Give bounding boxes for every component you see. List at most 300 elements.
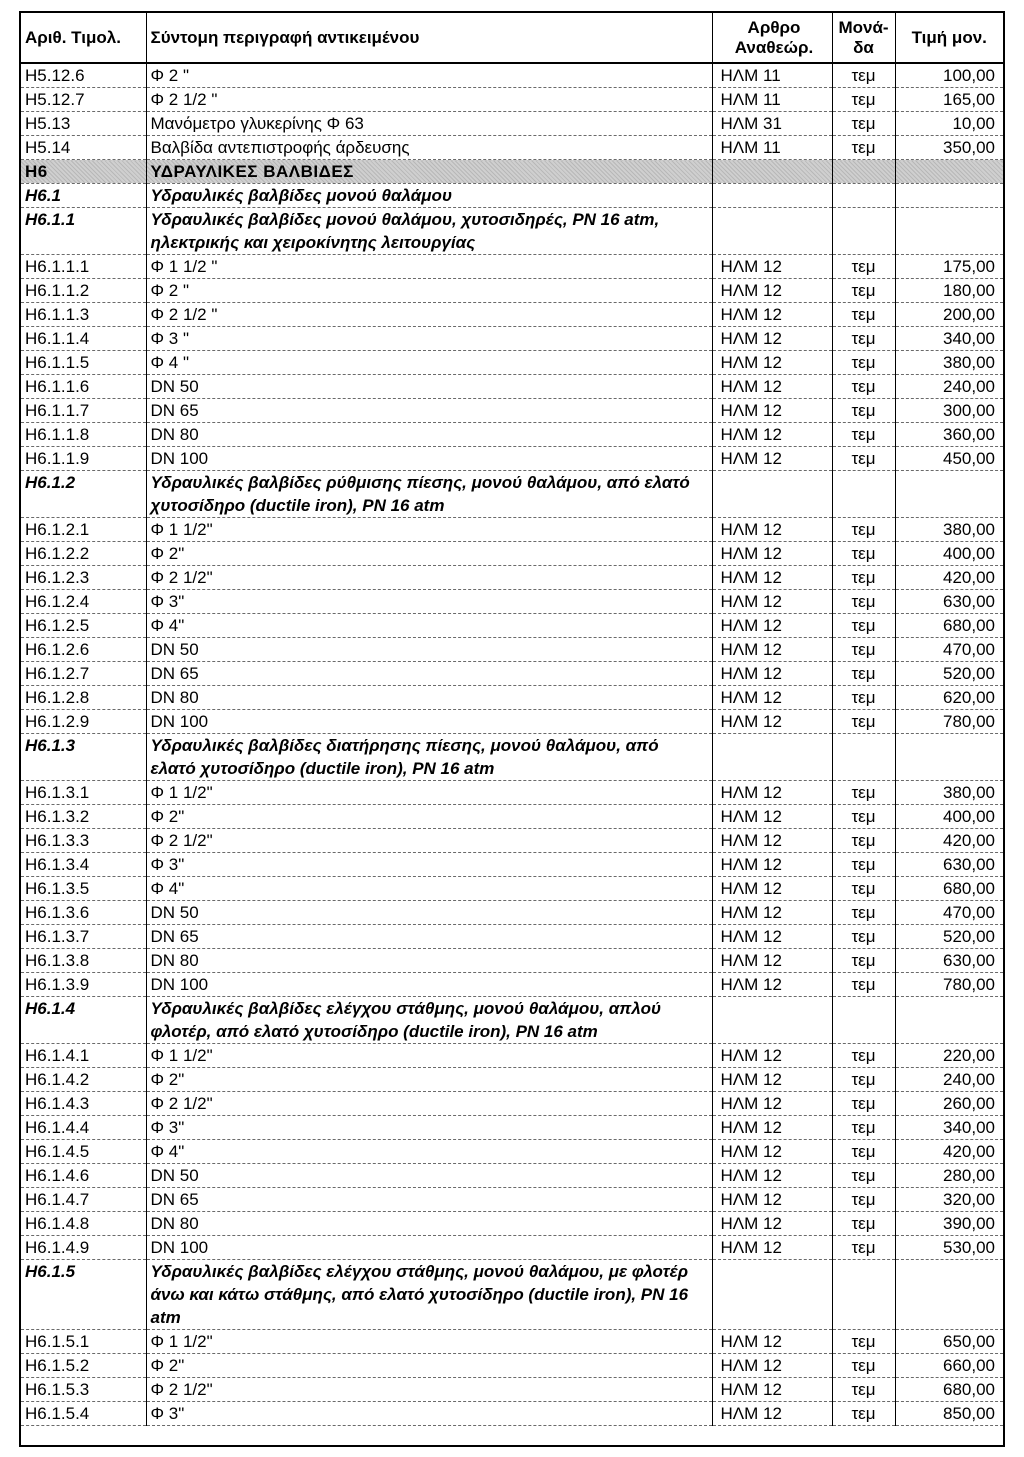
row-code: Η6.1.3: [21, 734, 146, 781]
row-description: DN 65: [146, 925, 712, 949]
row-revision-article: ΗΛΜ 11: [712, 88, 832, 112]
row-revision-article: ΗΛΜ 12: [712, 1402, 832, 1426]
row-description: Φ 4": [146, 614, 712, 638]
row-description: DN 100: [146, 1236, 712, 1260]
row-code: Η5.14: [21, 136, 146, 160]
row-unit: [832, 208, 895, 255]
row-unit: [832, 997, 895, 1044]
row-code: Η6.1.2: [21, 471, 146, 518]
table-row: [21, 662, 1003, 686]
row-code: Η6.1.1.7: [21, 399, 146, 423]
row-description: DN 50: [146, 1164, 712, 1188]
row-unit: [832, 471, 895, 518]
row-code: Η6.1.3.9: [21, 973, 146, 997]
table-row: [21, 112, 1003, 136]
row-unit-price: 380,00: [895, 518, 1003, 542]
row-description: DN 80: [146, 1212, 712, 1236]
row-revision-article: ΗΛΜ 12: [712, 1044, 832, 1068]
table-row: [21, 279, 1003, 303]
row-revision-article: ΗΛΜ 12: [712, 829, 832, 853]
table-row: [21, 949, 1003, 973]
table-row: [21, 973, 1003, 997]
table-row: [21, 925, 1003, 949]
row-code: Η6.1.4.6: [21, 1164, 146, 1188]
row-unit-price: 530,00: [895, 1236, 1003, 1260]
table-row: [21, 1378, 1003, 1402]
header-revision-article: Αρθρο Αναθεώρ.: [712, 13, 832, 63]
row-code: Η6.1.1.9: [21, 447, 146, 471]
table-row: [21, 327, 1003, 351]
table-row: [21, 590, 1003, 614]
row-unit-price: 240,00: [895, 1068, 1003, 1092]
row-code: Η6.1.3.5: [21, 877, 146, 901]
row-revision-article: ΗΛΜ 11: [712, 63, 832, 88]
row-code: Η6.1.3.7: [21, 925, 146, 949]
row-code: Η6.1.4.4: [21, 1116, 146, 1140]
table-row: [21, 1164, 1003, 1188]
table-row: [21, 686, 1003, 710]
table-row: [21, 614, 1003, 638]
row-unit: τεμ: [832, 1140, 895, 1164]
row-unit-price: 630,00: [895, 949, 1003, 973]
row-description: Φ 2": [146, 805, 712, 829]
row-code: Η6.1: [21, 184, 146, 208]
row-revision-article: ΗΛΜ 12: [712, 686, 832, 710]
row-revision-article: [712, 1260, 832, 1330]
row-unit-price: [895, 208, 1003, 255]
row-code: Η6.1.4.3: [21, 1092, 146, 1116]
row-unit-price: 360,00: [895, 423, 1003, 447]
group-row: [21, 1260, 1003, 1330]
row-code: Η6.1.4.7: [21, 1188, 146, 1212]
row-unit: τεμ: [832, 925, 895, 949]
row-description: Φ 4": [146, 877, 712, 901]
row-unit-price: 680,00: [895, 1378, 1003, 1402]
row-unit-price: 630,00: [895, 590, 1003, 614]
table-row: [21, 399, 1003, 423]
row-unit: τεμ: [832, 686, 895, 710]
row-revision-article: ΗΛΜ 12: [712, 805, 832, 829]
row-unit: τεμ: [832, 447, 895, 471]
row-description: Υδραυλικές βαλβίδες μονού θαλάμου: [146, 184, 712, 208]
row-revision-article: [712, 208, 832, 255]
row-unit: τεμ: [832, 662, 895, 686]
table-row: [21, 518, 1003, 542]
row-unit-price: 400,00: [895, 805, 1003, 829]
table-row: [21, 255, 1003, 279]
row-unit-price: 650,00: [895, 1330, 1003, 1354]
table-row: [21, 1212, 1003, 1236]
row-unit: τεμ: [832, 255, 895, 279]
row-revision-article: ΗΛΜ 12: [712, 710, 832, 734]
table-row: [21, 303, 1003, 327]
table-row: [21, 710, 1003, 734]
row-description: Φ 2 1/2": [146, 566, 712, 590]
row-revision-article: ΗΛΜ 12: [712, 662, 832, 686]
row-description: DN 65: [146, 662, 712, 686]
row-revision-article: ΗΛΜ 12: [712, 375, 832, 399]
row-unit-price: [895, 160, 1003, 184]
row-unit: [832, 734, 895, 781]
table-row: [21, 805, 1003, 829]
row-description: Φ 2 1/2 ": [146, 303, 712, 327]
row-unit: τεμ: [832, 1044, 895, 1068]
header-description: Σύντομη περιγραφή αντικειμένου: [146, 13, 712, 63]
row-revision-article: ΗΛΜ 12: [712, 973, 832, 997]
row-description: DN 65: [146, 1188, 712, 1212]
table-row: [21, 853, 1003, 877]
table-row: [21, 901, 1003, 925]
table-row: [21, 829, 1003, 853]
row-unit: τεμ: [832, 1354, 895, 1378]
row-unit-price: [895, 184, 1003, 208]
table-row: [21, 877, 1003, 901]
row-unit-price: 320,00: [895, 1188, 1003, 1212]
group-row: [21, 997, 1003, 1044]
row-description: Φ 1 1/2 ": [146, 255, 712, 279]
row-revision-article: ΗΛΜ 12: [712, 566, 832, 590]
group-row: [21, 734, 1003, 781]
row-revision-article: [712, 997, 832, 1044]
row-unit: τεμ: [832, 805, 895, 829]
row-unit: τεμ: [832, 518, 895, 542]
row-code: Η6.1.4.5: [21, 1140, 146, 1164]
row-description: DN 50: [146, 375, 712, 399]
row-description: Μανόμετρο γλυκερίνης Φ 63: [146, 112, 712, 136]
row-code: Η6.1.4.9: [21, 1236, 146, 1260]
row-unit: τεμ: [832, 781, 895, 805]
row-unit-price: 660,00: [895, 1354, 1003, 1378]
row-unit-price: 165,00: [895, 88, 1003, 112]
row-unit: τεμ: [832, 279, 895, 303]
row-unit-price: 380,00: [895, 351, 1003, 375]
row-description: Φ 4": [146, 1140, 712, 1164]
row-revision-article: [712, 734, 832, 781]
table-row: [21, 781, 1003, 805]
row-unit-price: 850,00: [895, 1402, 1003, 1426]
price-table-sheet: [19, 11, 1005, 1447]
row-revision-article: ΗΛΜ 12: [712, 1116, 832, 1140]
row-revision-article: ΗΛΜ 12: [712, 1330, 832, 1354]
header-code: Αριθ. Τιμολ.: [21, 13, 146, 63]
row-revision-article: ΗΛΜ 12: [712, 1188, 832, 1212]
row-code: Η6.1.3.6: [21, 901, 146, 925]
row-unit: τεμ: [832, 351, 895, 375]
row-unit-price: 630,00: [895, 853, 1003, 877]
row-revision-article: ΗΛΜ 12: [712, 1092, 832, 1116]
row-unit-price: 175,00: [895, 255, 1003, 279]
row-unit: τεμ: [832, 877, 895, 901]
row-unit-price: [895, 471, 1003, 518]
row-unit: τεμ: [832, 1068, 895, 1092]
row-description: Φ 3": [146, 1116, 712, 1140]
row-description: Φ 1 1/2": [146, 1330, 712, 1354]
row-description: ΥΔΡΑΥΛΙΚΕΣ ΒΑΛΒΙΔΕΣ: [146, 160, 712, 184]
row-description: Φ 2 ": [146, 279, 712, 303]
row-unit: τεμ: [832, 590, 895, 614]
row-unit-price: 260,00: [895, 1092, 1003, 1116]
row-unit-price: 470,00: [895, 901, 1003, 925]
row-unit-price: 520,00: [895, 662, 1003, 686]
row-unit: [832, 184, 895, 208]
row-revision-article: ΗΛΜ 12: [712, 399, 832, 423]
price-table: [21, 13, 1003, 1426]
row-unit: τεμ: [832, 1236, 895, 1260]
row-revision-article: ΗΛΜ 12: [712, 1378, 832, 1402]
table-row: [21, 542, 1003, 566]
row-revision-article: ΗΛΜ 12: [712, 877, 832, 901]
row-code: Η6.1.4.1: [21, 1044, 146, 1068]
table-header-row: [21, 13, 1003, 63]
row-unit-price: 420,00: [895, 1140, 1003, 1164]
row-description: Βαλβίδα αντεπιστροφής άρδευσης: [146, 136, 712, 160]
row-description: DN 100: [146, 973, 712, 997]
row-code: Η6.1.4.8: [21, 1212, 146, 1236]
row-unit: τεμ: [832, 638, 895, 662]
row-unit: τεμ: [832, 423, 895, 447]
row-code: Η6.1.4.2: [21, 1068, 146, 1092]
table-row: [21, 1068, 1003, 1092]
row-unit: τεμ: [832, 614, 895, 638]
row-unit-price: 680,00: [895, 614, 1003, 638]
row-revision-article: ΗΛΜ 12: [712, 255, 832, 279]
row-unit-price: 620,00: [895, 686, 1003, 710]
row-unit: τεμ: [832, 375, 895, 399]
row-revision-article: [712, 184, 832, 208]
row-unit: τεμ: [832, 303, 895, 327]
row-code: Η6.1.5: [21, 1260, 146, 1330]
row-description: Φ 2 1/2 ": [146, 88, 712, 112]
row-code: Η6.1.2.9: [21, 710, 146, 734]
row-revision-article: ΗΛΜ 12: [712, 901, 832, 925]
row-description: Φ 2 1/2": [146, 829, 712, 853]
table-row: [21, 375, 1003, 399]
row-unit-price: 520,00: [895, 925, 1003, 949]
row-revision-article: ΗΛΜ 12: [712, 518, 832, 542]
row-unit-price: 10,00: [895, 112, 1003, 136]
row-description: DN 50: [146, 901, 712, 925]
row-unit: τεμ: [832, 63, 895, 88]
row-unit: τεμ: [832, 949, 895, 973]
row-unit-price: 400,00: [895, 542, 1003, 566]
group-row: [21, 471, 1003, 518]
row-code: Η6.1.2.5: [21, 614, 146, 638]
header-unit-price: Τιμή μον.: [895, 13, 1003, 63]
row-unit: τεμ: [832, 710, 895, 734]
row-code: Η6.1.2.6: [21, 638, 146, 662]
row-description: Φ 4 ": [146, 351, 712, 375]
row-code: Η6.1.1.3: [21, 303, 146, 327]
row-revision-article: ΗΛΜ 12: [712, 853, 832, 877]
row-code: Η6.1.2.8: [21, 686, 146, 710]
row-code: Η6.1.3.4: [21, 853, 146, 877]
row-code: Η6.1.2.3: [21, 566, 146, 590]
row-unit: τεμ: [832, 1378, 895, 1402]
row-description: Φ 1 1/2": [146, 1044, 712, 1068]
row-code: Η6.1.1.6: [21, 375, 146, 399]
row-description: Υδραυλικές βαλβίδες ελέγχου στάθμης, μονού θαλάμου, απλού φλοτέρ, από ελατό χυτοσίδηρο (ductile iron), PN 16 atm: [146, 997, 712, 1044]
row-code: Η6.1.1.1: [21, 255, 146, 279]
row-description: Υδραυλικές βαλβίδες διατήρησης πίεσης, μονού θαλάμου, από ελατό χυτοσίδηρο (ductile iron), PN 16 atm: [146, 734, 712, 781]
row-unit: τεμ: [832, 88, 895, 112]
row-description: Φ 2 1/2": [146, 1378, 712, 1402]
row-revision-article: ΗΛΜ 12: [712, 1140, 832, 1164]
row-unit: τεμ: [832, 901, 895, 925]
table-row: [21, 1188, 1003, 1212]
row-code: Η6.1.2.7: [21, 662, 146, 686]
table-row: [21, 423, 1003, 447]
row-revision-article: [712, 471, 832, 518]
row-unit-price: 100,00: [895, 63, 1003, 88]
row-unit: τεμ: [832, 327, 895, 351]
row-unit: τεμ: [832, 853, 895, 877]
row-description: Φ 3": [146, 1402, 712, 1426]
row-revision-article: ΗΛΜ 12: [712, 1236, 832, 1260]
table-row: [21, 638, 1003, 662]
row-unit-price: 420,00: [895, 566, 1003, 590]
row-code: Η6.1.4: [21, 997, 146, 1044]
row-unit: τεμ: [832, 399, 895, 423]
row-description: Υδραυλικές βαλβίδες ελέγχου στάθμης, μονού θαλάμου, με φλοτέρ άνω και κάτω στάθμης, από ελατό χυτοσίδηρο (ductile iron), PN 16 atm: [146, 1260, 712, 1330]
row-code: Η6.1.1.4: [21, 327, 146, 351]
row-description: Φ 3": [146, 853, 712, 877]
row-code: Η6.1.5.3: [21, 1378, 146, 1402]
table-row: [21, 63, 1003, 88]
table-row: [21, 1354, 1003, 1378]
table-row: [21, 1402, 1003, 1426]
row-unit: τεμ: [832, 973, 895, 997]
row-revision-article: ΗΛΜ 12: [712, 303, 832, 327]
row-code: Η6.1.5.2: [21, 1354, 146, 1378]
row-revision-article: ΗΛΜ 12: [712, 949, 832, 973]
row-description: DN 100: [146, 710, 712, 734]
table-row: [21, 351, 1003, 375]
row-unit: τεμ: [832, 1164, 895, 1188]
row-unit-price: [895, 734, 1003, 781]
row-revision-article: ΗΛΜ 11: [712, 136, 832, 160]
table-row: [21, 88, 1003, 112]
row-unit: τεμ: [832, 1188, 895, 1212]
row-unit-price: 340,00: [895, 327, 1003, 351]
row-revision-article: ΗΛΜ 12: [712, 1164, 832, 1188]
row-unit-price: 240,00: [895, 375, 1003, 399]
row-code: Η6.1.3.8: [21, 949, 146, 973]
row-unit-price: 450,00: [895, 447, 1003, 471]
row-revision-article: ΗΛΜ 12: [712, 590, 832, 614]
row-unit-price: 780,00: [895, 973, 1003, 997]
table-row: [21, 566, 1003, 590]
row-unit: τεμ: [832, 136, 895, 160]
row-revision-article: ΗΛΜ 12: [712, 1354, 832, 1378]
row-code: Η6.1.3.2: [21, 805, 146, 829]
group-row: [21, 184, 1003, 208]
row-code: Η5.12.7: [21, 88, 146, 112]
row-description: DN 50: [146, 638, 712, 662]
row-unit-price: 390,00: [895, 1212, 1003, 1236]
row-unit-price: 200,00: [895, 303, 1003, 327]
row-unit-price: [895, 1260, 1003, 1330]
row-unit-price: 340,00: [895, 1116, 1003, 1140]
row-description: Φ 2": [146, 542, 712, 566]
table-body: [21, 63, 1003, 1426]
table-row: [21, 1116, 1003, 1140]
row-revision-article: ΗΛΜ 12: [712, 1068, 832, 1092]
row-code: Η6.1.1.8: [21, 423, 146, 447]
row-unit: [832, 1260, 895, 1330]
row-unit: τεμ: [832, 566, 895, 590]
row-description: DN 65: [146, 399, 712, 423]
row-unit-price: 420,00: [895, 829, 1003, 853]
row-unit: τεμ: [832, 1212, 895, 1236]
row-code: Η6: [21, 160, 146, 184]
row-description: Φ 2": [146, 1354, 712, 1378]
row-code: Η6.1.2.2: [21, 542, 146, 566]
row-revision-article: ΗΛΜ 31: [712, 112, 832, 136]
row-revision-article: ΗΛΜ 12: [712, 351, 832, 375]
table-row: [21, 1140, 1003, 1164]
row-unit: τεμ: [832, 1116, 895, 1140]
row-description: Υδραυλικές βαλβίδες μονού θαλάμου, χυτοσιδηρές, PN 16 atm, ηλεκτρικής και χειροκίνητης λειτουργίας: [146, 208, 712, 255]
table-row: [21, 1092, 1003, 1116]
row-unit-price: 380,00: [895, 781, 1003, 805]
row-description: Φ 2": [146, 1068, 712, 1092]
row-code: Η6.1.5.4: [21, 1402, 146, 1426]
row-revision-article: ΗΛΜ 12: [712, 925, 832, 949]
table-row: [21, 1044, 1003, 1068]
row-description: Φ 1 1/2": [146, 781, 712, 805]
row-unit: τεμ: [832, 1330, 895, 1354]
row-revision-article: ΗΛΜ 12: [712, 614, 832, 638]
row-code: Η6.1.3.1: [21, 781, 146, 805]
row-description: DN 80: [146, 423, 712, 447]
row-description: DN 80: [146, 949, 712, 973]
row-description: DN 100: [146, 447, 712, 471]
row-code: Η6.1.1: [21, 208, 146, 255]
row-description: Φ 2 ": [146, 63, 712, 88]
row-unit-price: 350,00: [895, 136, 1003, 160]
row-code: Η6.1.5.1: [21, 1330, 146, 1354]
row-unit-price: 220,00: [895, 1044, 1003, 1068]
row-unit-price: 280,00: [895, 1164, 1003, 1188]
group-row: [21, 208, 1003, 255]
row-revision-article: [712, 160, 832, 184]
row-unit: τεμ: [832, 542, 895, 566]
row-unit-price: 680,00: [895, 877, 1003, 901]
row-description: Φ 1 1/2": [146, 518, 712, 542]
row-code: Η6.1.1.2: [21, 279, 146, 303]
row-unit-price: 470,00: [895, 638, 1003, 662]
row-description: Φ 2 1/2": [146, 1092, 712, 1116]
row-code: Η6.1.2.4: [21, 590, 146, 614]
row-code: Η6.1.3.3: [21, 829, 146, 853]
row-code: Η6.1.2.1: [21, 518, 146, 542]
row-description: Φ 3 ": [146, 327, 712, 351]
row-revision-article: ΗΛΜ 12: [712, 447, 832, 471]
table-row: [21, 136, 1003, 160]
row-revision-article: ΗΛΜ 12: [712, 327, 832, 351]
table-row: [21, 1236, 1003, 1260]
row-revision-article: ΗΛΜ 12: [712, 1212, 832, 1236]
row-description: Υδραυλικές βαλβίδες ρύθμισης πίεσης, μονού θαλάμου, από ελατό χυτοσίδηρο (ductile iron), PN 16 atm: [146, 471, 712, 518]
row-unit: τεμ: [832, 829, 895, 853]
row-unit-price: 300,00: [895, 399, 1003, 423]
table-row: [21, 447, 1003, 471]
header-unit: Μονά- δα: [832, 13, 895, 63]
row-unit-price: [895, 997, 1003, 1044]
row-revision-article: ΗΛΜ 12: [712, 279, 832, 303]
row-unit: [832, 160, 895, 184]
row-unit: τεμ: [832, 1402, 895, 1426]
